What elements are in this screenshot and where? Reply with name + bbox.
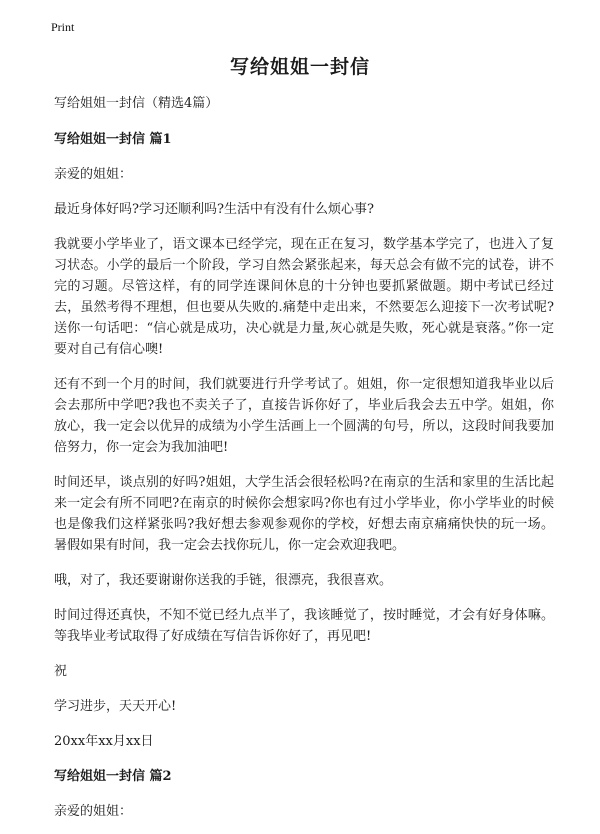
document-body <box>54 93 554 834</box>
paragraph-exam: 还有不到一个月的时间，我们就要进行升学考试了。姐姐，你一定很想知道我毕业以后会去那所中学吧?我也不卖关子了，直接告诉你好了，毕业后我会去五中学。姐姐，你放心，我一定会以优异的成绩为小学生活画上一个圆满的句号，所以，这段时间我要加倍努力，你一定会为我加油吧! <box>54 377 554 455</box>
paragraph-study: 我就要小学毕业了，语文课本已经学完，现在正在复习，数学基本学完了，也进入了复习状态。小学的最后一个阶段，学习自然会紧张起来，每天总会有做不完的试卷，讲不完的习题。尽管这样，有的同学连课间休息的十分钟也要抓紧做题。期中考试已经过去，虽然考得不理想，但也要从失败的.痛楚中走出来，不然要怎么迎接下一次考试呢?送你一句话吧：“信心就是成功，决心就是力量,灰心就是失败，死心就是衰落。”你一定要对自己有信心噢! <box>54 237 554 357</box>
paragraph-salutation-2: 亲爱的姐姐： <box>54 804 133 819</box>
print-link[interactable]: Print <box>51 20 75 34</box>
paragraph-thanks: 哦，对了，我还要谢谢你送我的手链，很漂亮，我很喜欢。 <box>54 573 393 588</box>
document-subtitle: 写给姐姐一封信（精选4篇） <box>54 96 219 111</box>
paragraph-greeting: 最近身体好吗?学习还顺利吗?生活中有没有什么烦心事? <box>54 202 374 217</box>
paragraph-college: 时间还早，谈点别的好吗?姐姐，大学生活会很轻松吗?在南京的生活和家里的生活比起来一定会有所不同吧?在南京的时候你会想家吗?你也有过小学毕业，你小学毕业的时候也是像我们这样紧张吗?我好想去参观参观你的学校，好想去南京痛痛快快的玩一场。暑假如果有时间，我一定会去找你玩儿，你一定会欢迎我吧。 <box>54 475 554 553</box>
document-title: 写给姐姐一封信 <box>229 56 370 78</box>
paragraph-wish: 祝 <box>54 664 68 679</box>
paragraph-salutation: 亲爱的姐姐： <box>54 167 133 182</box>
section-heading-1: 写给姐姐一封信 篇1 <box>54 132 172 147</box>
paragraph-closing: 时间过得还真快，不知不觉已经九点半了，我该睡觉了，按时睡觉，才会有好身体嘛。等我毕业考试取得了好成绩在写信告诉你好了，再见吧! <box>54 608 554 644</box>
paragraph-date: 20xx年xx月xx日 <box>54 734 154 749</box>
paragraph-blessing: 学习进步，天天开心! <box>54 699 177 714</box>
section-heading-2: 写给姐姐一封信 篇2 <box>54 769 172 784</box>
